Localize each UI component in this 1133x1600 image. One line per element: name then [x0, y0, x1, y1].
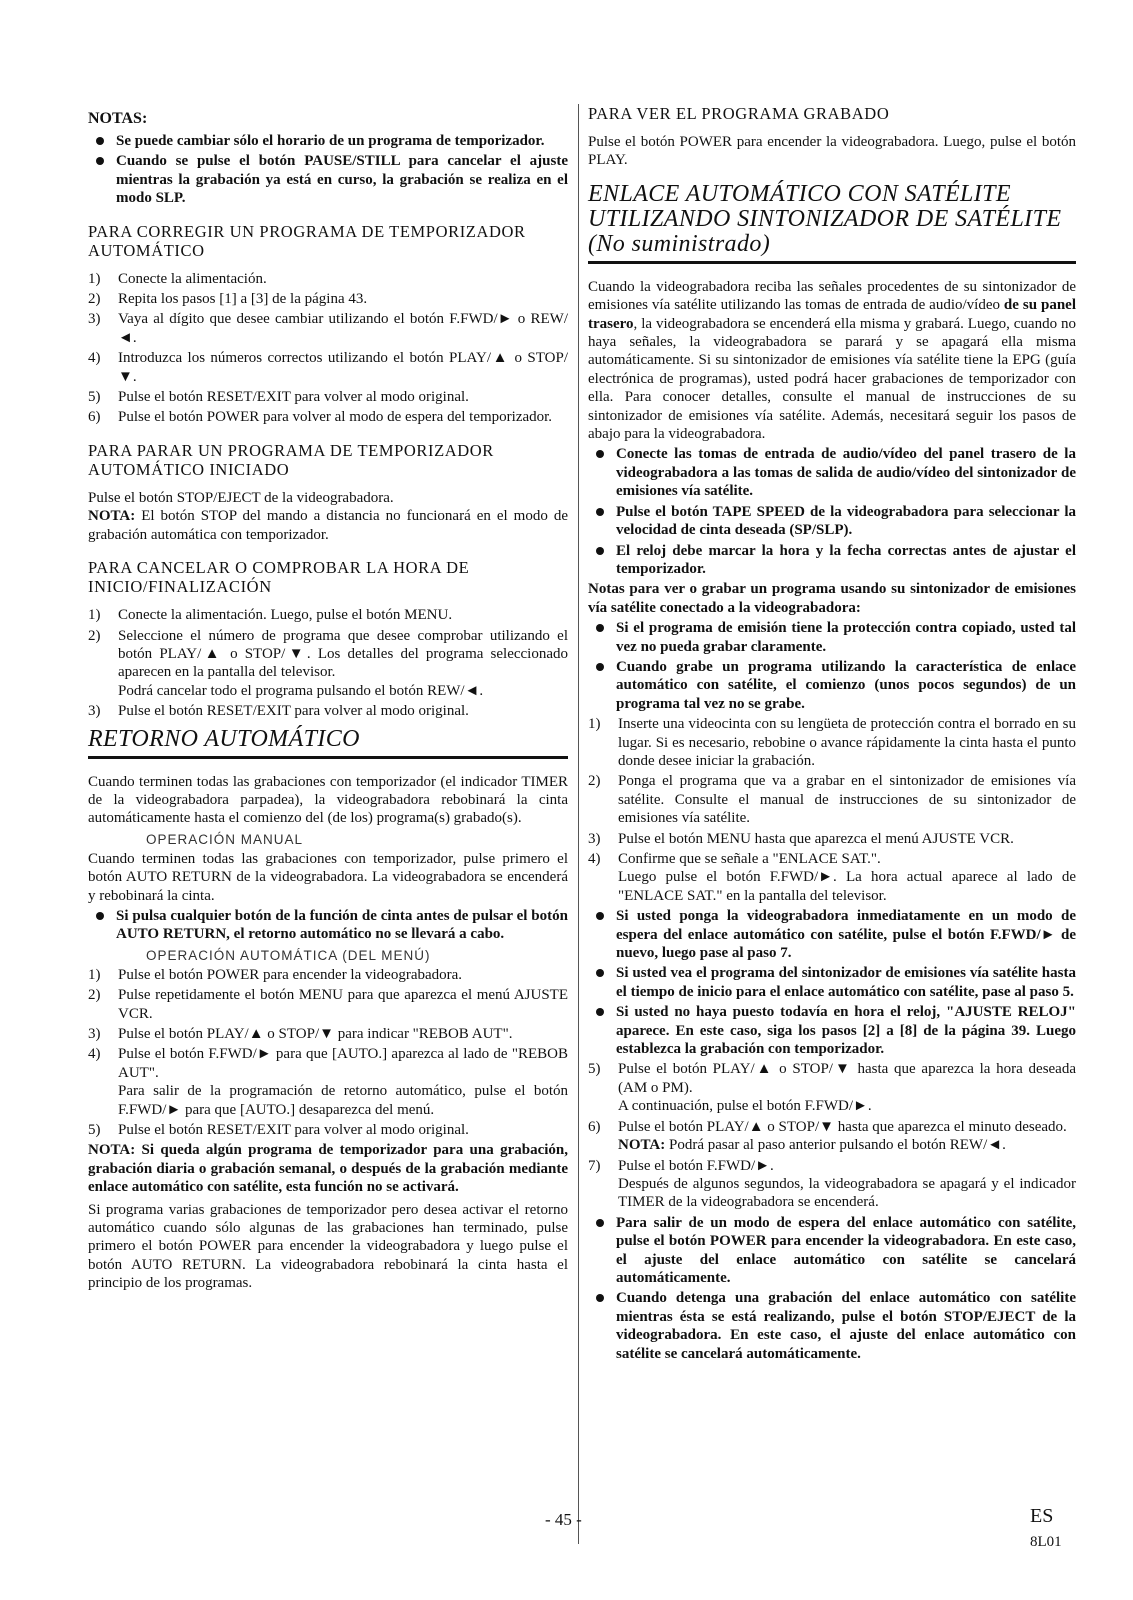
list-item: Para salir de un modo de espera del enlace automático con satélite, pulse el botón POWER para encender la videograbadora. En este caso, el ajuste del enlace automático con satélite se cancelará automáticamente.	[588, 1214, 1076, 1288]
subheading-manual: OPERACIÓN MANUAL	[146, 831, 304, 847]
list-item: 3) Pulse el botón MENU hasta que aparezca el menú AJUSTE VCR.	[588, 830, 1014, 847]
list-item: 1) Inserte una videocinta con su lengüeta de protección contra el borrado en su lugar. Si es necesario, rebobine o avance rápidamente la cinta hasta el punto donde desee iniciar la grabación.	[588, 716, 1076, 769]
list-item: Cuando detenga una grabación del enlace automático con satélite mientras ésta se está realizando, pulse el botón STOP/EJECT de la videograbadora. En este caso, el ajuste del enlace automático con satélite se cancelará automáticamente.	[588, 1289, 1076, 1363]
language-code: ES	[1030, 1505, 1054, 1527]
enlace-bullets	[588, 445, 1076, 578]
retorno-nota: NOTA: Si queda algún programa de temporizador para una grabación, grabación diaria o grabación semanal, o después de la grabación mediante enlace automático con satélite, esta función no se activará.	[88, 1142, 568, 1196]
parar-nota: NOTA: El botón STOP del mando a distancia no funcionará en el modo de grabación automática con temporizador.	[88, 508, 568, 543]
list-item: 1) Conecte la alimentación. Luego, pulse el botón MENU.	[88, 607, 453, 624]
enlace-steps	[588, 715, 1076, 905]
list-item: 2) Ponga el programa que va a grabar en el sintonizador de emisiones vía satélite. Consulte el manual de instrucciones de su sintonizador de emisiones vía satélite.	[588, 773, 1076, 827]
list-item: 4) Confirme que se señale a "ENLACE SAT.". Luego pulse el botón F.FWD/►. La hora actual aparece al lado de "ENLACE SAT." en la pantalla del televisor.	[588, 851, 1076, 904]
list-item: Pulse el botón TAPE SPEED de la videograbadora para seleccionar la velocidad de cinta deseada (SP/SLP).	[588, 503, 1076, 540]
list-item: 7) Pulse el botón F.FWD/►. Después de algunos segundos, la videograbadora se apagará y el indicador TIMER de la videograbadora se encenderá.	[588, 1157, 1076, 1211]
list-item: 2) Seleccione el número de programa que desee comprobar utilizando el botón PLAY/▲ o STOP/▼. Los detalles del programa seleccionado aparecen en la pantalla del televisor. Podrá cancelar todo el programa pulsando el botón REW/◄.	[88, 627, 568, 699]
page-number: - 45 -	[545, 1510, 582, 1529]
section-title-corregir: PARA CORREGIR UN PROGRAMA DE TEMPORIZADOR AUTOMÁTICO	[88, 221, 526, 260]
left-column	[88, 104, 568, 1293]
cancelar-steps	[88, 606, 568, 720]
ver-text: Pulse el botón POWER para encender la videograbadora. Luego, pulse el botón PLAY.	[588, 134, 1076, 169]
list-item: 2) Pulse repetidamente el botón MENU para que aparezca el menú AJUSTE VCR.	[88, 987, 568, 1022]
list-item: 5) Pulse el botón PLAY/▲ o STOP/▼ hasta que aparezca la hora deseada (AM o PM). A continuación, pulse el botón F.FWD/►.	[588, 1061, 1076, 1115]
list-item: 2) Repita los pasos [1] a [3] de la página 43.	[88, 291, 368, 308]
manual-bullets	[88, 907, 568, 944]
section-title-cancelar: PARA CANCELAR O COMPROBAR LA HORA DE INICIO/FINALIZACIÓN	[88, 558, 470, 597]
retorno-intro: Cuando terminen todas las grabaciones con temporizador (el indicador TIMER de la videograbadora parpadea), la videograbadora rebobinará la cinta automáticamente hasta el comienzo del (de los) programa(s) grabado(s).	[88, 773, 568, 827]
list-item: 3) Pulse el botón PLAY/▲ o STOP/▼ para indicar "REBOB AUT".	[88, 1026, 513, 1042]
column-divider	[578, 104, 579, 1544]
list-item: Si pulsa cualquier botón de la función de cinta antes de pulsar el botón AUTO RETURN, el retorno automático no se llevará a cabo.	[88, 907, 568, 944]
list-item: El reloj debe marcar la hora y la fecha correctas antes de ajustar el temporizador.	[588, 542, 1076, 579]
list-item: Cuando se pulse el botón PAUSE/STILL para cancelar el ajuste mientras la grabación ya está en curso, la grabación se realiza en el modo SLP.	[88, 152, 568, 207]
list-item: 4) Pulse el botón F.FWD/► para que [AUTO.] aparezca al lado de "REBOB AUT". Para salir de la programación de retorno automático, pulse el botón F.FWD/► para que [AUTO.] desaparezca del menú.	[88, 1046, 568, 1118]
list-item: Se puede cambiar sólo el horario de un programa de temporizador.	[88, 132, 568, 150]
list-item: Si usted ponga la videograbadora inmediatamente en un modo de espera del enlace automático con satélite, pulse el botón F.FWD/► de nuevo, luego pase al paso 7.	[588, 907, 1076, 962]
enlace-notas-title: Notas para ver o grabar un programa usando su sintonizador de emisiones vía satélite conectado a la videograbadora:	[588, 581, 1076, 616]
manual-text: Cuando terminen todas las grabaciones con temporizador, pulse primero el botón AUTO RETURN de la videograbadora. La videograbadora se encenderá y rebobinará la cinta.	[88, 850, 568, 904]
heading-rule	[588, 261, 1076, 264]
list-item: Si usted vea el programa del sintonizador de emisiones vía satélite hasta el tiempo de inicio para el enlace automático con satélite, pase al paso 5.	[588, 964, 1076, 1001]
enlace-steps-cont	[588, 1060, 1076, 1211]
right-column	[588, 104, 1076, 1365]
list-item: 4) Introduzca los números correctos utilizando el botón PLAY/▲ o STOP/▼.	[88, 350, 568, 385]
subheading-auto: OPERACIÓN AUTOMÁTICA (DEL MENÚ)	[146, 947, 431, 963]
enlace-intro: Cuando la videograbadora reciba las señales procedentes de su sintonizador de emisiones vía satélite utilizando las tomas de entrada de audio/vídeo de su panel trasero, la videograbadora se encenderá ella misma y grabará. Luego, cuando no haya señales, la videograbadora se parará y se apagará ella misma automáticamente. Si su sintonizador de emisiones vía satélite tiene la EPG (guía electrónica de programas), usted podrá hacer grabaciones de temporizador con ella. Para conocer detalles, consulte el manual de instrucciones de su sintonizador de emisiones vía satélite. Además, necesitará seguir los pasos de abajo para la videograbadora.	[588, 278, 1076, 443]
notas-list	[88, 132, 568, 208]
heading-retorno: RETORNO AUTOMÁTICO	[88, 725, 360, 752]
list-item: 5) Pulse el botón RESET/EXIT para volver al modo original.	[88, 1122, 469, 1139]
heading-rule	[88, 756, 568, 759]
list-item: 3) Pulse el botón RESET/EXIT para volver al modo original.	[88, 703, 469, 720]
step4-bullets	[588, 907, 1076, 1058]
parar-text: Pulse el botón STOP/EJECT de la videograbadora.	[88, 489, 394, 506]
list-item: Conecte las tomas de entrada de audio/vídeo del panel trasero de la videograbadora a las tomas de salida de audio/vídeo del sintonizador de emisiones vía satélite.	[588, 445, 1076, 500]
model-code: 8L01	[1030, 1534, 1062, 1550]
enlace-notas-list	[588, 619, 1076, 713]
list-item: Cuando grabe un programa utilizando la característica de enlace automático con satélite, el comienzo (unos pocos segundos) de un programa tal vez no se grabe.	[588, 658, 1076, 713]
list-item: 6) Pulse el botón POWER para volver al modo de espera del temporizador.	[88, 409, 553, 426]
notas-title: NOTAS:	[88, 110, 148, 127]
heading-enlace: ENLACE AUTOMÁTICO CON SATÉLITE UTILIZANDO SINTONIZADOR DE SATÉLITE (No suministrado)	[588, 180, 1062, 257]
list-item: 1) Pulse el botón POWER para encender la videograbadora.	[88, 966, 463, 983]
list-item: 6) Pulse el botón PLAY/▲ o STOP/▼ hasta que aparezca el minuto deseado. NOTA: Podrá pasar al paso anterior pulsando el botón REW/◄.	[588, 1118, 1067, 1154]
corregir-steps	[88, 270, 568, 427]
list-item: 3) Vaya al dígito que desee cambiar utilizando el botón F.FWD/► o REW/◄.	[88, 311, 568, 346]
section-title-ver: PARA VER EL PROGRAMA GRABADO	[588, 104, 890, 123]
list-item: 1) Conecte la alimentación.	[88, 270, 267, 287]
list-item: Si usted no haya puesto todavía en hora el reloj, "AJUSTE RELOJ" aparece. En este caso, siga los pasos [2] a [8] de la página 39. Luego establezca la grabación con temporizador.	[588, 1003, 1076, 1058]
auto-steps	[88, 966, 568, 1140]
step7-bullets	[588, 1214, 1076, 1363]
list-item: Si el programa de emisión tiene la protección contra copiado, usted tal vez no pueda grabar claramente.	[588, 619, 1076, 656]
section-title-parar: PARA PARAR UN PROGRAMA DE TEMPORIZADOR AUTOMÁTICO INICIADO	[88, 440, 494, 479]
retorno-final: Si programa varias grabaciones de temporizador pero desea activar el retorno automático cuando sólo algunas de las grabaciones han terminado, pulse primero el botón POWER para encender la videograbadora y luego pulse el botón AUTO RETURN. La videograbadora rebobinará la cinta hasta el principio de los programas.	[88, 1201, 568, 1292]
list-item: 5) Pulse el botón RESET/EXIT para volver al modo original.	[88, 389, 469, 406]
